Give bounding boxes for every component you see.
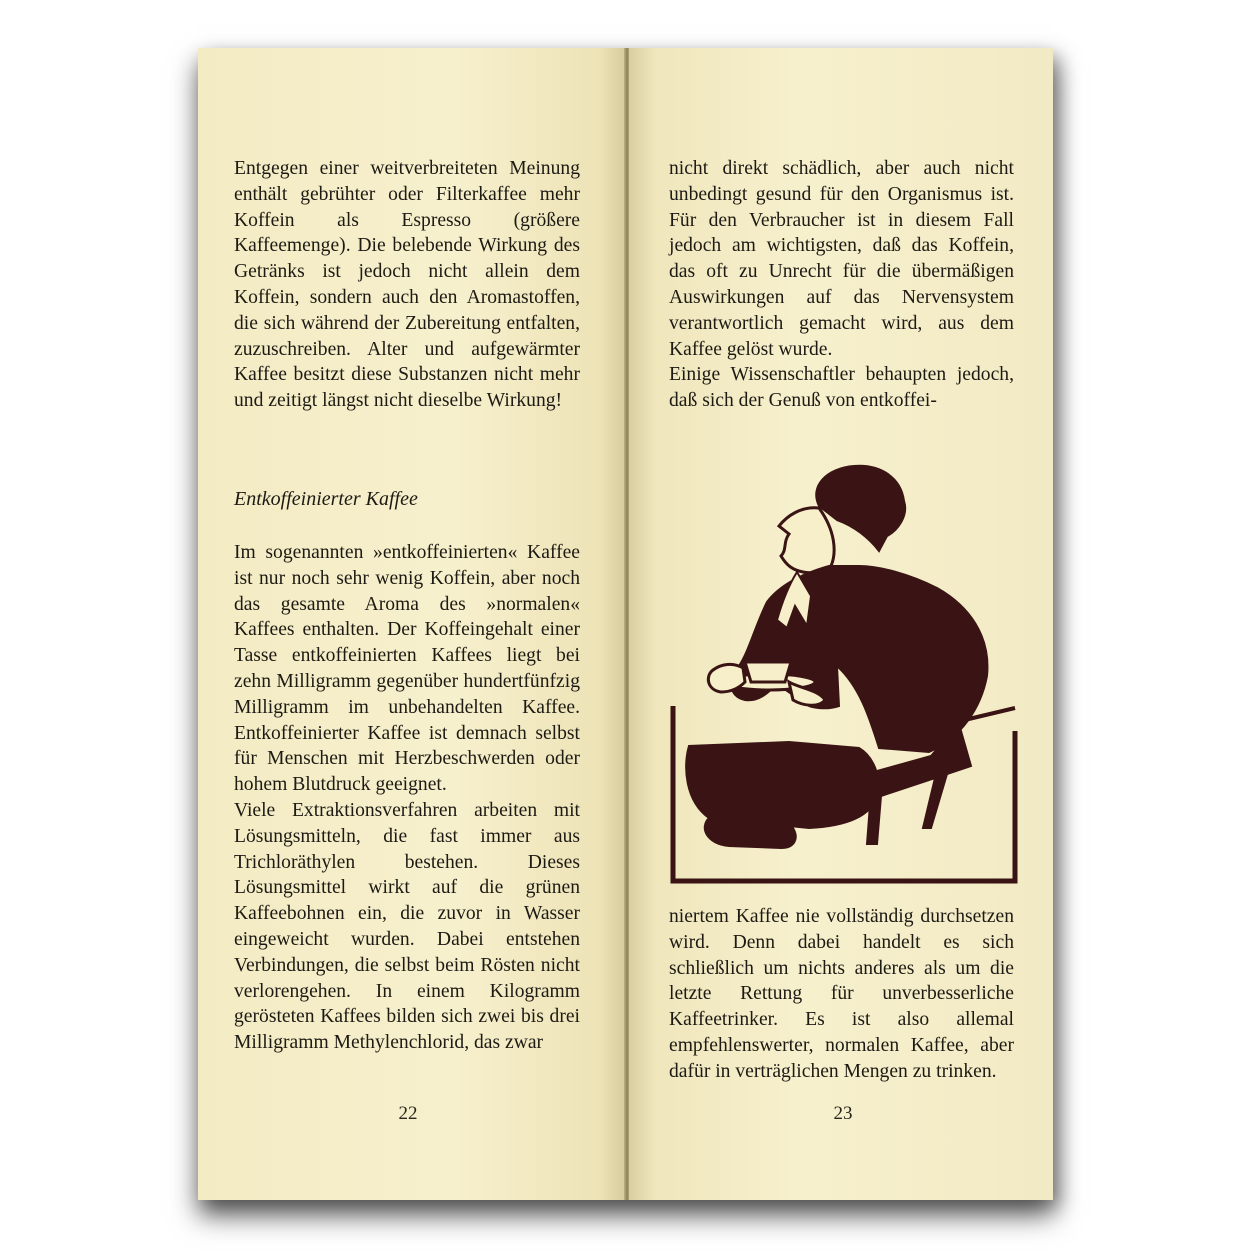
open-book bbox=[198, 48, 1053, 1200]
page-number-left: 22 bbox=[398, 1103, 418, 1124]
left-paragraph-3: Viele Extraktionsverfahren arbeiten mit Lösungsmitteln, die fast immer aus Trichloräthylen bestehen. Dieses Lösungsmittel wirkt auf die grünen Kaffeebohnen ein, die zuvor in Wasser eingeweicht wurden. Dabei entstehen Verbindungen, die selbst beim Rösten nicht verlorengehen. In einem Kilogramm gerösteten Kaffees bilden sich zwei bis drei Milligramm Methylenchlorid, das zwar bbox=[234, 799, 580, 1054]
right-paragraph-3: niertem Kaffee nie vollständig durchsetzen wird. Denn dabei handelt es sich schließlich um nichts anderes als um die letzte Rettung für unverbesserliche Kaffeetrinker. Es ist also allemal empfehlenswerter, normalen Kaffee, aber dafür in verträglichen Mengen zu trinken. bbox=[669, 906, 1014, 1082]
right-paragraph-1: nicht direkt schädlich, aber auch nicht unbedingt gesund für den Organismus ist. Für den Verbraucher ist in diesem Fall jedoch am wichtigsten, daß das Koffein, das oft zu Unrecht für die übermäßigen Auswirkungen auf das Nervensystem verantwortlich gemacht wird, aus dem Kaffee gelöst wurde. Einige Wissenschaftler behaupten jedoch, daß sich der Genuß von entkoffei- bbox=[669, 156, 1014, 414]
right-paragraph-2: Einige Wissenschaftler behaupten jedoch, daß sich der Genuß von entkoffei- bbox=[669, 364, 1014, 412]
left-paragraph-2: Im sogenannten »entkoffeinierten« Kaffee ist nur noch sehr wenig Koffein, aber noch das gesamte Aroma des »normalen« Kaffees enthalten. Der Koffeingehalt einer Tasse entkoffeinierten Kaffees liegt bei zehn Milligramm gegenüber hundertfünfzig Milligramm im unbehandelten Kaffee. Entkoffeinierter Kaffee ist demnach selbst für Menschen mit Herzbeschwerden oder hohem Blutdruck geeignet. Viele Extraktionsverfahren arbeiten mit Lösungsmitteln, die fast immer aus Trichloräthylen bestehen. Dieses Lösungsmittel wirkt auf die grünen Kaffeebohnen ein, die zuvor in Wasser eingeweicht wurden. Dabei entstehen Verbindungen, die selbst beim Rösten nicht verlorengehen. In einem Kilogramm gerösteten Kaffees bilden sich zwei bis drei Milligramm Methylenchlorid, das zwar bbox=[234, 540, 580, 1056]
left-page bbox=[198, 48, 625, 1200]
seated-man-drinking-coffee-illustration bbox=[669, 456, 1019, 886]
section-heading: Entkoffeinierter Kaffee bbox=[234, 488, 418, 510]
page-number-right: 23 bbox=[833, 1103, 853, 1124]
right-page bbox=[629, 48, 1053, 1200]
left-paragraph-1: Entgegen einer weitverbreiteten Meinung enthält gebrühter oder Filterkaffee mehr Koffein als Espresso (größere Kaffeemenge). Die belebende Wirkung des Getränks ist jedoch nicht allein dem Koffein, sondern auch den Aromastoffen, die sich während der Zubereitung entfalten, zuzuschreiben. Alter und aufgewärmter Kaffee besitzt diese Substanzen nicht mehr und zeitigt längst nicht dieselbe Wirkung! bbox=[234, 158, 580, 412]
